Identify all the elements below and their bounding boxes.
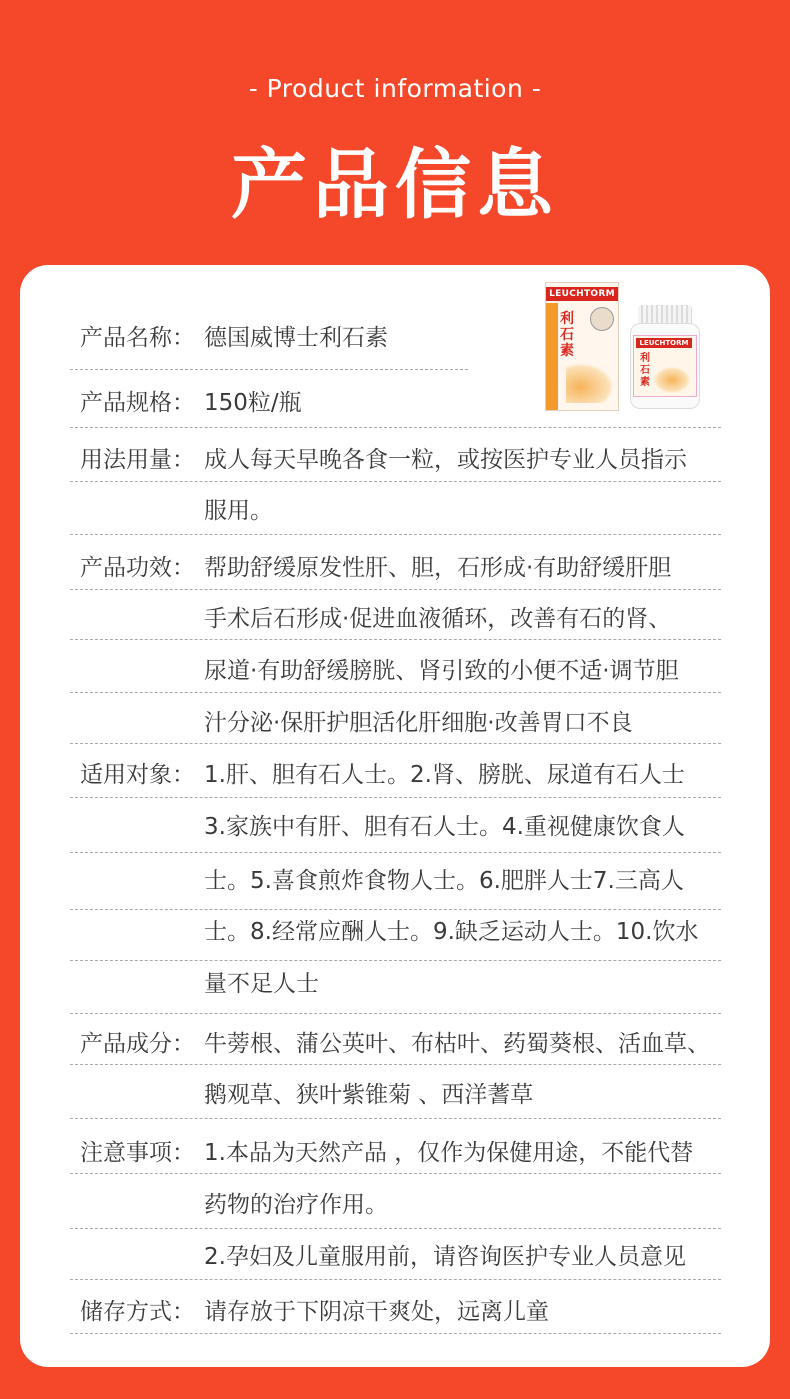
divider [70, 1064, 721, 1065]
label-usage: 用法用量： [80, 447, 195, 473]
label-effect: 产品功效： [80, 555, 195, 581]
divider [70, 960, 721, 961]
value-target-line-3: 士。5.喜食煎炸食物人士。6.肥胖人士7.三高人 [204, 868, 684, 894]
label-product-name: 产品名称： [80, 325, 195, 351]
divider [70, 852, 721, 853]
value-product-spec: 150粒/瓶 [204, 390, 302, 416]
box-product-name: 利石素 [560, 311, 574, 359]
value-usage-line-1: 成人每天早晚各食一粒，或按医护专业人员指示 [204, 447, 687, 473]
bottle-brand: LEUCHTORM [636, 338, 692, 348]
value-effect-line-1: 帮助舒缓原发性肝、胆，石形成·有助舒缓肝胆 [204, 555, 672, 581]
value-notice-line-3: 2.孕妇及儿童服用前，请咨询医护专业人员意见 [204, 1244, 686, 1270]
divider [70, 427, 721, 428]
label-product-spec: 产品规格： [80, 390, 195, 416]
product-box-image [545, 282, 619, 411]
info-card [20, 265, 770, 1367]
divider [70, 797, 721, 798]
page-title: 产品信息 [231, 140, 559, 229]
divider [70, 369, 468, 370]
divider [70, 743, 721, 744]
divider [70, 1333, 721, 1334]
value-target-line-4: 士。8.经常应酬人士。9.缺乏运动人士。10.饮水 [204, 919, 699, 945]
bottle-swirl-decoration [654, 367, 690, 393]
doctor-portrait-icon [590, 307, 614, 331]
value-notice-line-1: 1.本品为天然产品 ，仅作为保健用途，不能代替 [204, 1140, 694, 1166]
value-target-line-5: 量不足人士 [204, 971, 319, 997]
box-swirl-decoration [566, 363, 614, 403]
box-brand: LEUCHTORM [546, 287, 618, 301]
bottle-cap [638, 305, 692, 325]
value-storage: 请存放于下阴凉干爽处，远离儿童 [204, 1299, 549, 1325]
value-effect-line-4: 汁分泌·保肝护胆活化肝细胞·改善胃口不良 [204, 710, 633, 736]
label-ingredient: 产品成分： [80, 1031, 195, 1057]
divider [70, 1118, 721, 1119]
value-product-name: 德国威博士利石素 [204, 325, 388, 351]
product-bottle-image [630, 305, 700, 409]
header-subtitle: - Product information - [248, 74, 542, 103]
value-target-line-2: 3.家族中有肝、胆有石人士。4.重视健康饮食人 [204, 814, 685, 840]
value-effect-line-3: 尿道·有助舒缓膀胱、肾引致的小便不适·调节胆 [204, 658, 679, 684]
divider [70, 589, 721, 590]
value-usage-line-2: 服用。 [204, 498, 273, 524]
label-notice: 注意事项： [80, 1140, 195, 1166]
value-notice-line-2: 药物的治疗作用。 [204, 1192, 388, 1218]
divider [70, 534, 721, 535]
value-target-line-1: 1.肝、胆有石人士。2.肾、膀胱、尿道有石人士 [204, 762, 685, 788]
box-stripe [546, 303, 558, 411]
value-effect-line-2: 手术后石形成·促进血液循环，改善有石的肾、 [204, 606, 672, 632]
divider [70, 1013, 721, 1014]
divider [70, 1228, 721, 1229]
value-ingredient-line-1: 牛蒡根、蒲公英叶、布枯叶、药蜀葵根、活血草、 [204, 1031, 710, 1057]
divider [70, 639, 721, 640]
divider [70, 1279, 721, 1280]
label-storage: 储存方式： [80, 1299, 195, 1325]
value-ingredient-line-2: 鹅观草、狭叶紫锥菊 、西洋蓍草 [204, 1082, 534, 1108]
divider [70, 1173, 721, 1174]
divider [70, 481, 721, 482]
label-target: 适用对象： [80, 762, 195, 788]
bottle-product-name: 利石素 [640, 353, 650, 388]
divider [70, 692, 721, 693]
